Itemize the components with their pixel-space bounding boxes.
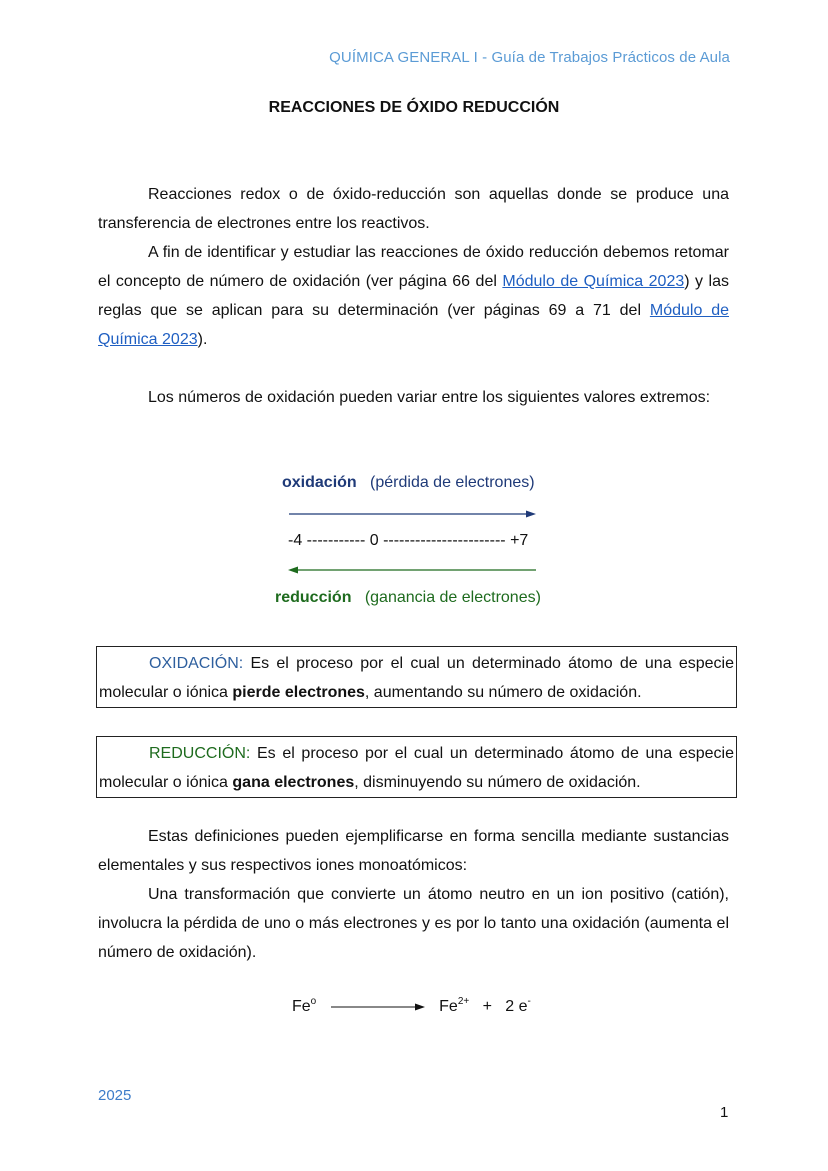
product: Fe [439,998,458,1015]
reduction-label [275,589,541,607]
reactant: Fe [292,998,311,1015]
reduction-def-bold: gana electrones [232,774,355,791]
examples-section [98,822,729,967]
intro-paragraph-1: Reacciones redox o de óxido-reducción son aquellas donde se produce una transferencia de electrones entre los reactivos. [98,186,729,232]
oxidation-number-diagram [0,470,828,620]
electrons: 2 e [505,998,528,1015]
examples-paragraph-2: Una transformación que convierte un átomo neutro en un ion positivo (catión), involucra la pérdida de uno o más electrones y es por lo tanto una oxidación (aumenta el número de oxidación). [98,886,729,961]
plus-sign: + [482,998,492,1015]
page-number: 1 [720,1104,729,1121]
intro-section [98,180,729,412]
oxidation-keyword: OXIDACIÓN: [149,655,244,672]
running-header: QUÍMICA GENERAL I - Guía de Trabajos Prácticos de Aula [329,49,730,66]
oxidation-scale: -4 ----------- 0 ----------------------- +7 [288,532,529,549]
reduction-keyword: REDUCCIÓN: [149,745,251,762]
reduction-definition-box [96,736,737,798]
modulo-quimica-link-1[interactable]: Módulo de Química 2023 [502,273,685,290]
intro-paragraph-3: Los números de oxidación pueden variar entre los siguientes valores extremos: [148,389,711,406]
reduction-note: (ganancia de electrones) [364,589,541,606]
reduction-definition [97,737,736,801]
reduction-def-text-b: , disminuyendo su número de oxidación. [354,774,641,791]
page-title: REACCIONES DE ÓXIDO REDUCCIÓN [268,99,560,116]
footer-year: 2025 [98,1087,132,1104]
left-arrow-icon [288,567,536,574]
reduction-word: reducción [275,589,352,606]
oxidation-definition-box [96,646,737,708]
reduction-def-text-a: Es el proceso por el cual un determinado átomo de una especie molecular o iónica [99,745,734,791]
intro-paragraph-2 [98,238,729,354]
oxidation-definition [97,647,736,711]
intro-p2-text-b: ) y las reglas que se aplican para su determinación (ver páginas 69 a 71 del [98,273,729,319]
oxidation-word: oxidación [282,474,357,491]
oxidation-note: (pérdida de electrones) [370,474,535,491]
examples-paragraph-1: Estas definiciones pueden ejemplificarse en forma sencilla mediante sustancias elementales y sus respectivos iones monoatómicos: [98,828,729,874]
intro-p2-text-a: A fin de identificar y estudiar las reacciones de óxido reducción debemos retomar el concepto de número de oxidación (ver página 66 del [98,244,729,290]
oxidation-def-bold: pierde electrones [232,684,365,701]
modulo-quimica-link-2[interactable]: Módulo de Química 2023 [98,302,730,348]
reaction-arrow-icon [329,1001,429,1013]
oxidation-equation [292,996,531,1016]
product-charge: 2+ [457,996,470,1007]
electron-charge: - [527,996,531,1007]
oxidation-def-text-a: Es el proceso por el cual un determinado átomo de una especie molecular o iónica [99,655,734,701]
intro-p2-text-c: ). [197,331,208,348]
right-arrow-icon [289,511,536,518]
oxidation-def-text-b: , aumentando su número de oxidación. [364,684,642,701]
reactant-superscript: o [310,996,317,1007]
